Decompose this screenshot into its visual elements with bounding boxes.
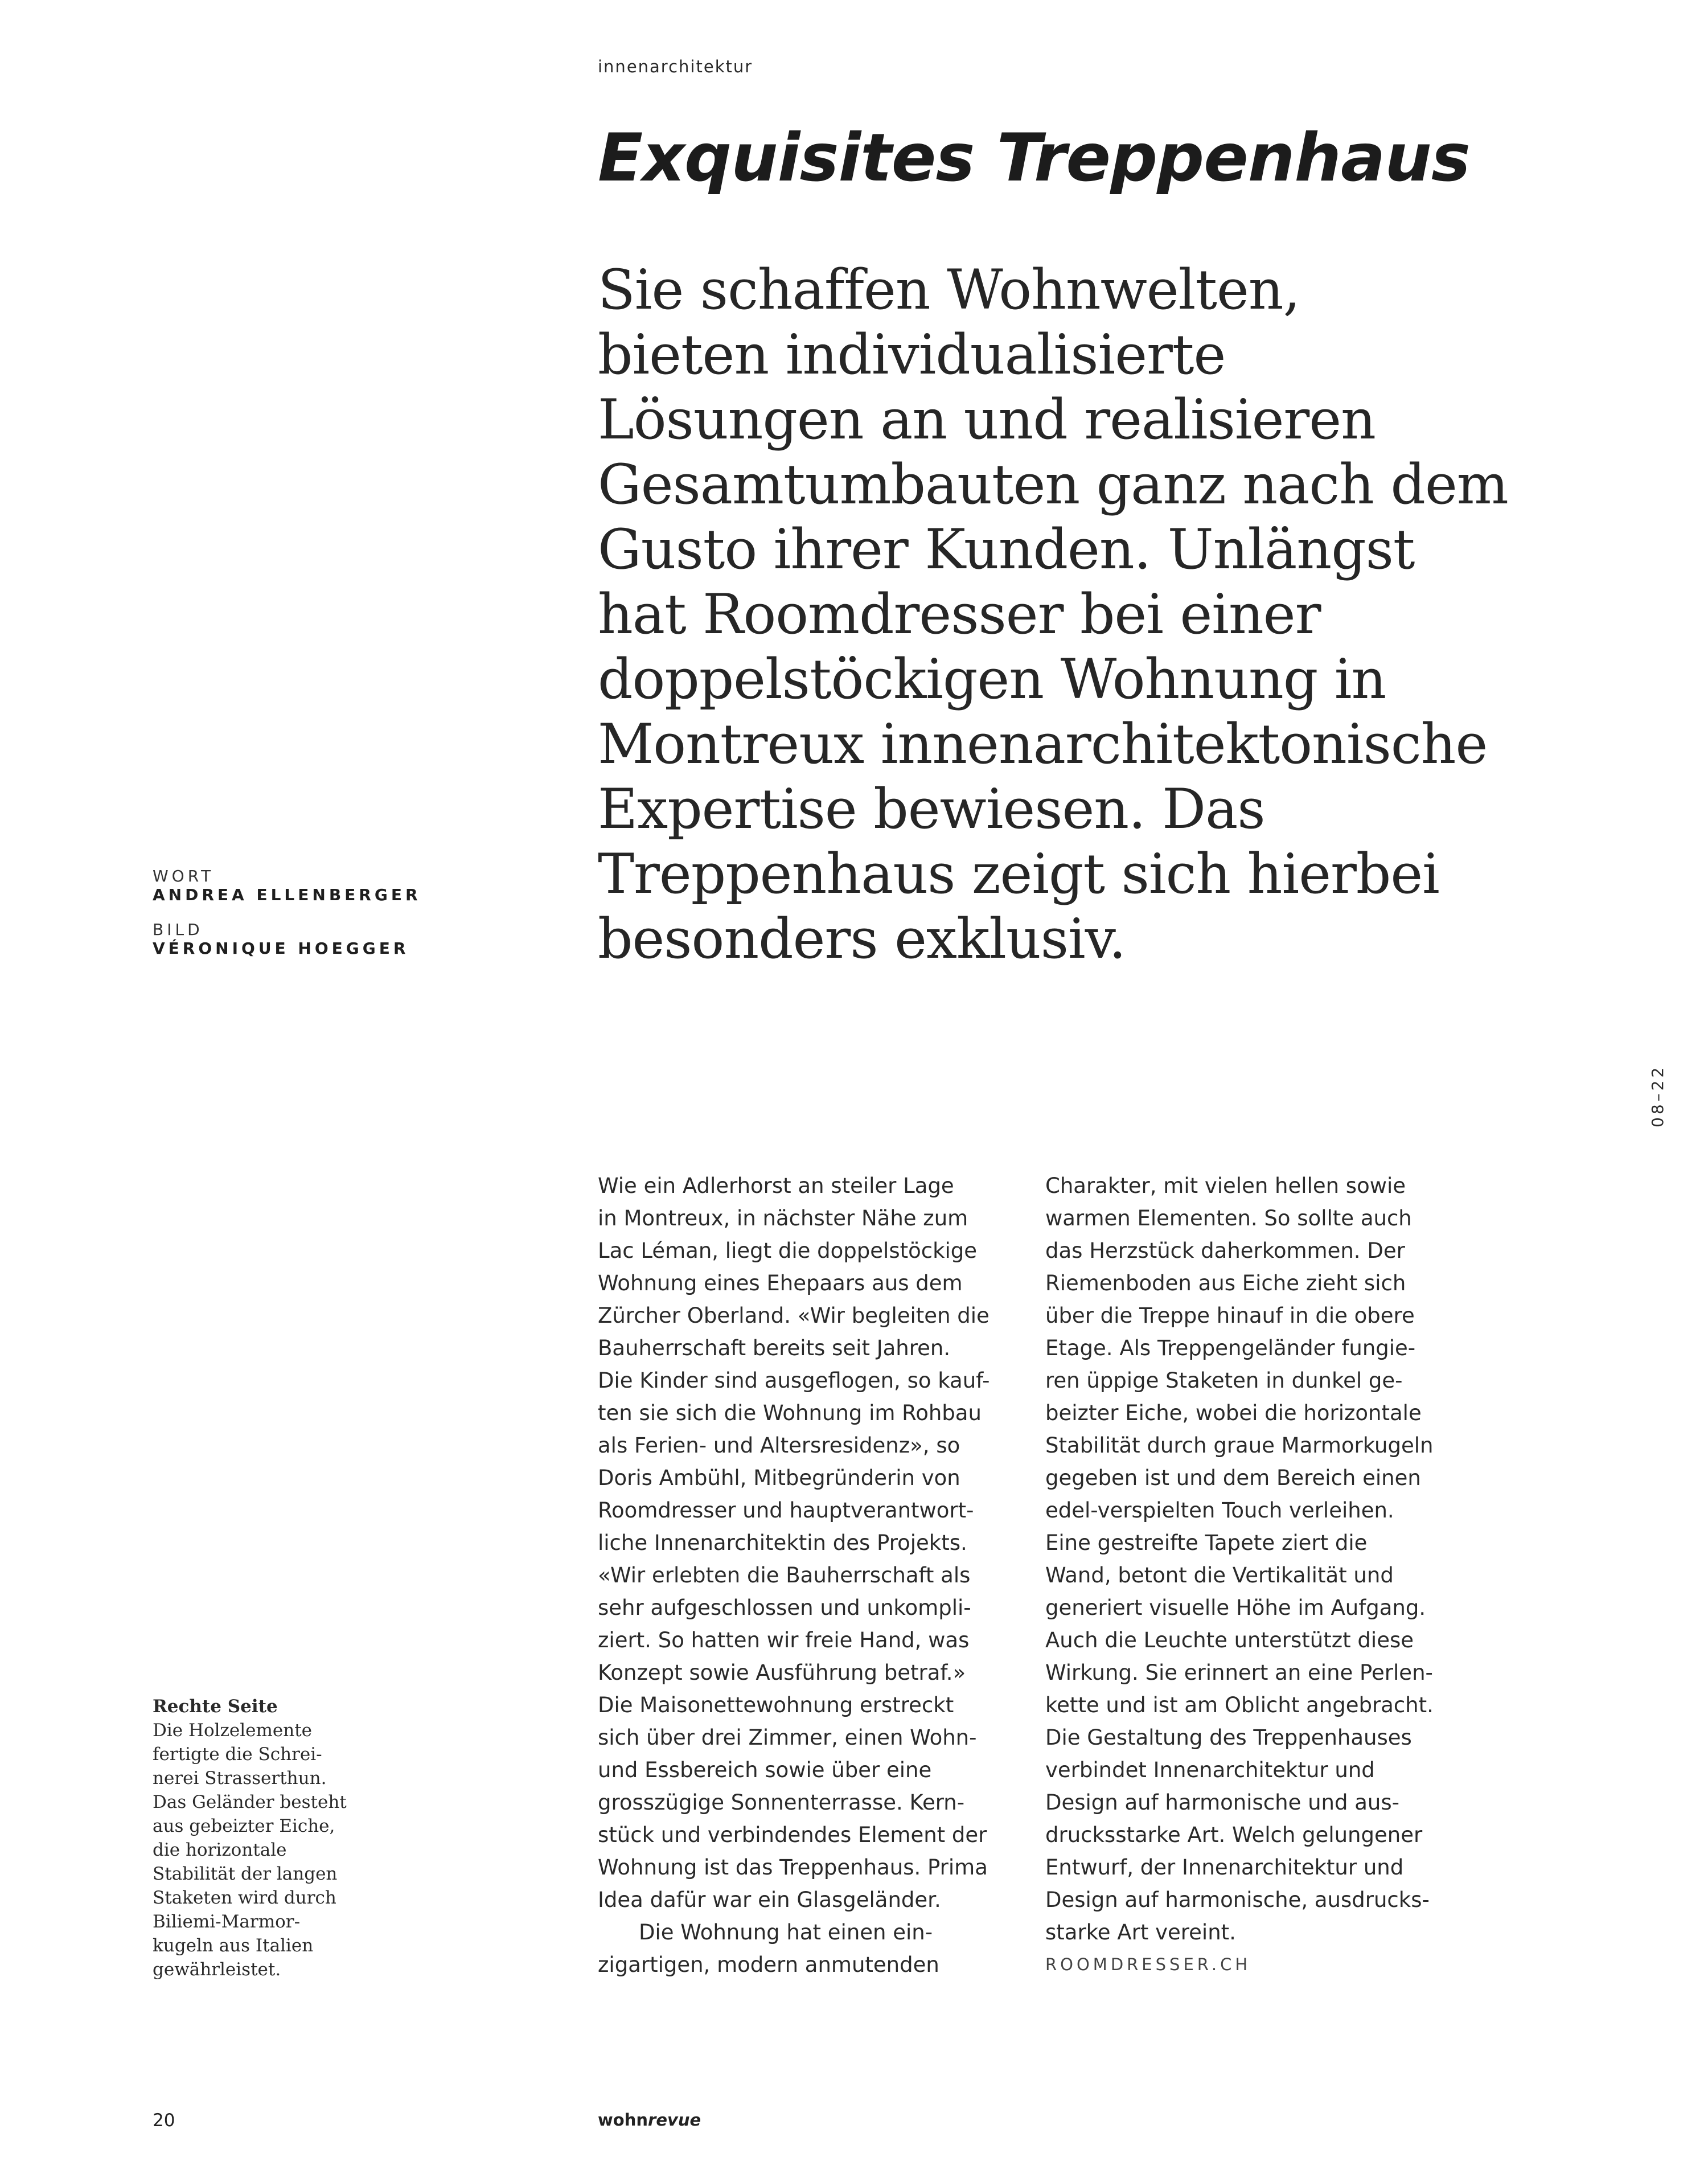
body-line: Charakter, mit vielen hellen sowie — [1045, 1174, 1406, 1198]
lead-line: Montreux innenarchitektonische — [598, 712, 1488, 776]
caption-line: die horizontale — [153, 1840, 287, 1860]
caption-line: Biliemi-Marmor- — [153, 1912, 301, 1932]
body-line: als Ferien- und Altersresidenz», so — [598, 1433, 960, 1458]
body-line: und Essbereich sowie über eine — [598, 1758, 932, 1782]
body-line: «Wir erlebten die Bauherrschaft als — [598, 1563, 971, 1588]
body-line: beizter Eiche, wobei die horizontale — [1045, 1401, 1422, 1425]
caption-line: Das Geländer besteht — [153, 1792, 347, 1812]
lead-line: bieten individualisierte — [598, 323, 1226, 387]
page-number: 20 — [153, 2110, 175, 2131]
body-line: das Herzstück daherkommen. Der — [1045, 1238, 1405, 1263]
body-line: ten sie sich die Wohnung im Rohbau — [598, 1401, 982, 1425]
body-line: liche Innenarchitektin des Projekts. — [598, 1531, 967, 1555]
lead-paragraph — [598, 257, 1566, 971]
body-line: Konzept sowie Ausführung betraf.» — [598, 1660, 966, 1685]
body-line: Etage. Als Treppengeländer fungie- — [1045, 1336, 1416, 1360]
magazine-name-prefix: wohn — [598, 2110, 648, 2130]
body-line: warmen Elementen. So sollte auch — [1045, 1206, 1412, 1230]
body-line: ren üppige Staketen in dunkel ge- — [1045, 1368, 1403, 1393]
body-line: Wie ein Adlerhorst an steiler Lage — [598, 1174, 954, 1198]
body-line: Wirkung. Sie erinnert an eine Perlen- — [1045, 1660, 1433, 1685]
body-line: edel-verspielten Touch verleihen. — [1045, 1498, 1394, 1523]
caption-line: Staketen wird durch — [153, 1888, 336, 1908]
credit-image-name: VÉRONIQUE HOEGGER — [153, 939, 409, 958]
body-line: Die Maisonettewohnung erstreckt — [598, 1693, 954, 1717]
body-line: verbindet Innenarchitektur und — [1045, 1758, 1375, 1782]
body-line: Zürcher Oberland. «Wir begleiten die — [598, 1303, 990, 1328]
lead-line: Treppenhaus zeigt sich hierbei — [598, 842, 1439, 906]
lead-line: besonders exklusiv. — [598, 907, 1126, 971]
credit-word-name: ANDREA ELLENBERGER — [153, 885, 421, 904]
body-line: Bauherrschaft bereits seit Jahren. — [598, 1336, 951, 1360]
magazine-name-suffix: revue — [648, 2110, 701, 2130]
body-line: Die Gestaltung des Treppenhauses — [1045, 1725, 1412, 1750]
body-line: Idea dafür war ein Glasgeländer. — [598, 1888, 941, 1912]
body-line: Wohnung eines Ehepaars aus dem — [598, 1271, 963, 1295]
body-line: gegeben ist und dem Bereich einen — [1045, 1466, 1421, 1490]
body-line: drucksstarke Art. Welch gelungener — [1045, 1823, 1423, 1847]
caption-line: Stabilität der langen — [153, 1864, 338, 1884]
body-line: Design auf harmonische und aus- — [1045, 1790, 1400, 1815]
section-label: innenarchitektur — [598, 57, 753, 76]
lead-line: doppelstöckigen Wohnung in — [598, 647, 1386, 711]
body-line: Wohnung ist das Treppenhaus. Prima — [598, 1855, 988, 1880]
credit-word-label: WORT — [153, 867, 215, 885]
lead-line: Sie schaffen Wohnwelten, — [598, 258, 1300, 322]
lead-line: Gesamtumbauten ganz nach dem — [598, 453, 1508, 516]
body-line: starke Art vereint. — [1045, 1920, 1236, 1945]
body-line: Lac Léman, liegt die doppelstöckige — [598, 1238, 978, 1263]
source-credit: ROOMDRESSER.CH — [1045, 1955, 1251, 1974]
body-line: Stabilität durch graue Marmorkugeln — [1045, 1433, 1434, 1458]
article-title: Exquisites Treppenhaus — [598, 120, 1470, 196]
issue-number: 08–22 — [1648, 1064, 1667, 1127]
body-line: Die Wohnung hat einen ein- — [639, 1920, 933, 1945]
body-line: sehr aufgeschlossen und unkompli- — [598, 1595, 971, 1620]
body-line: generiert visuelle Höhe im Aufgang. — [1045, 1595, 1426, 1620]
body-line: sich über drei Zimmer, einen Wohn- — [598, 1725, 977, 1750]
credits — [153, 867, 421, 974]
caption-line: aus gebeizter Eiche, — [153, 1816, 335, 1836]
body-line: Design auf harmonische, ausdrucks- — [1045, 1888, 1430, 1912]
caption-line: fertigte die Schrei- — [153, 1744, 322, 1765]
lead-line: Gusto ihrer Kunden. Unlängst — [598, 518, 1415, 581]
lead-line: Expertise bewiesen. Das — [598, 777, 1265, 841]
body-column-2 — [1045, 1170, 1461, 1981]
caption-line: nerei Strasserthun. — [153, 1768, 327, 1789]
body-line: Wand, betont die Vertikalität und — [1045, 1563, 1394, 1588]
body-line: Auch die Leuchte unterstützt diese — [1045, 1628, 1414, 1652]
caption-line: kugeln aus Italien — [153, 1935, 314, 1956]
body-line: über die Treppe hinauf in die obere — [1045, 1303, 1415, 1328]
body-line: Riemenboden aus Eiche zieht sich — [1045, 1271, 1406, 1295]
body-line: kette und ist am Oblicht angebracht. — [1045, 1693, 1434, 1717]
lead-line: Lösungen an und realisieren — [598, 388, 1376, 452]
caption-line: gewährleistet. — [153, 1959, 281, 1980]
body-line: zigartigen, modern anmutenden — [598, 1953, 939, 1977]
magazine-name — [598, 2110, 701, 2130]
body-line: grosszügige Sonnenterrasse. Kern- — [598, 1790, 965, 1815]
body-line: Entwurf, der Innenarchitektur und — [1045, 1855, 1404, 1880]
body-line: Eine gestreifte Tapete ziert die — [1045, 1531, 1368, 1555]
body-line: ziert. So hatten wir freie Hand, was — [598, 1628, 970, 1652]
body-line: Roomdresser und hauptverantwort- — [598, 1498, 974, 1523]
body-line: in Montreux, in nächster Nähe zum — [598, 1206, 968, 1230]
caption-title: Rechte Seite — [153, 1696, 278, 1717]
body-line: Doris Ambühl, Mitbegründerin von — [598, 1466, 960, 1490]
credit-image-label: BILD — [153, 920, 203, 939]
caption-line: Die Holzelemente — [153, 1720, 313, 1741]
image-caption — [153, 1695, 369, 1982]
lead-line: hat Roomdresser bei einer — [598, 583, 1321, 646]
body-line: stück und verbindendes Element der — [598, 1823, 987, 1847]
body-column-1 — [598, 1170, 1013, 1981]
issue-marker — [1648, 1065, 1671, 1127]
body-line: Die Kinder sind ausgeflogen, so kauf- — [598, 1368, 990, 1393]
